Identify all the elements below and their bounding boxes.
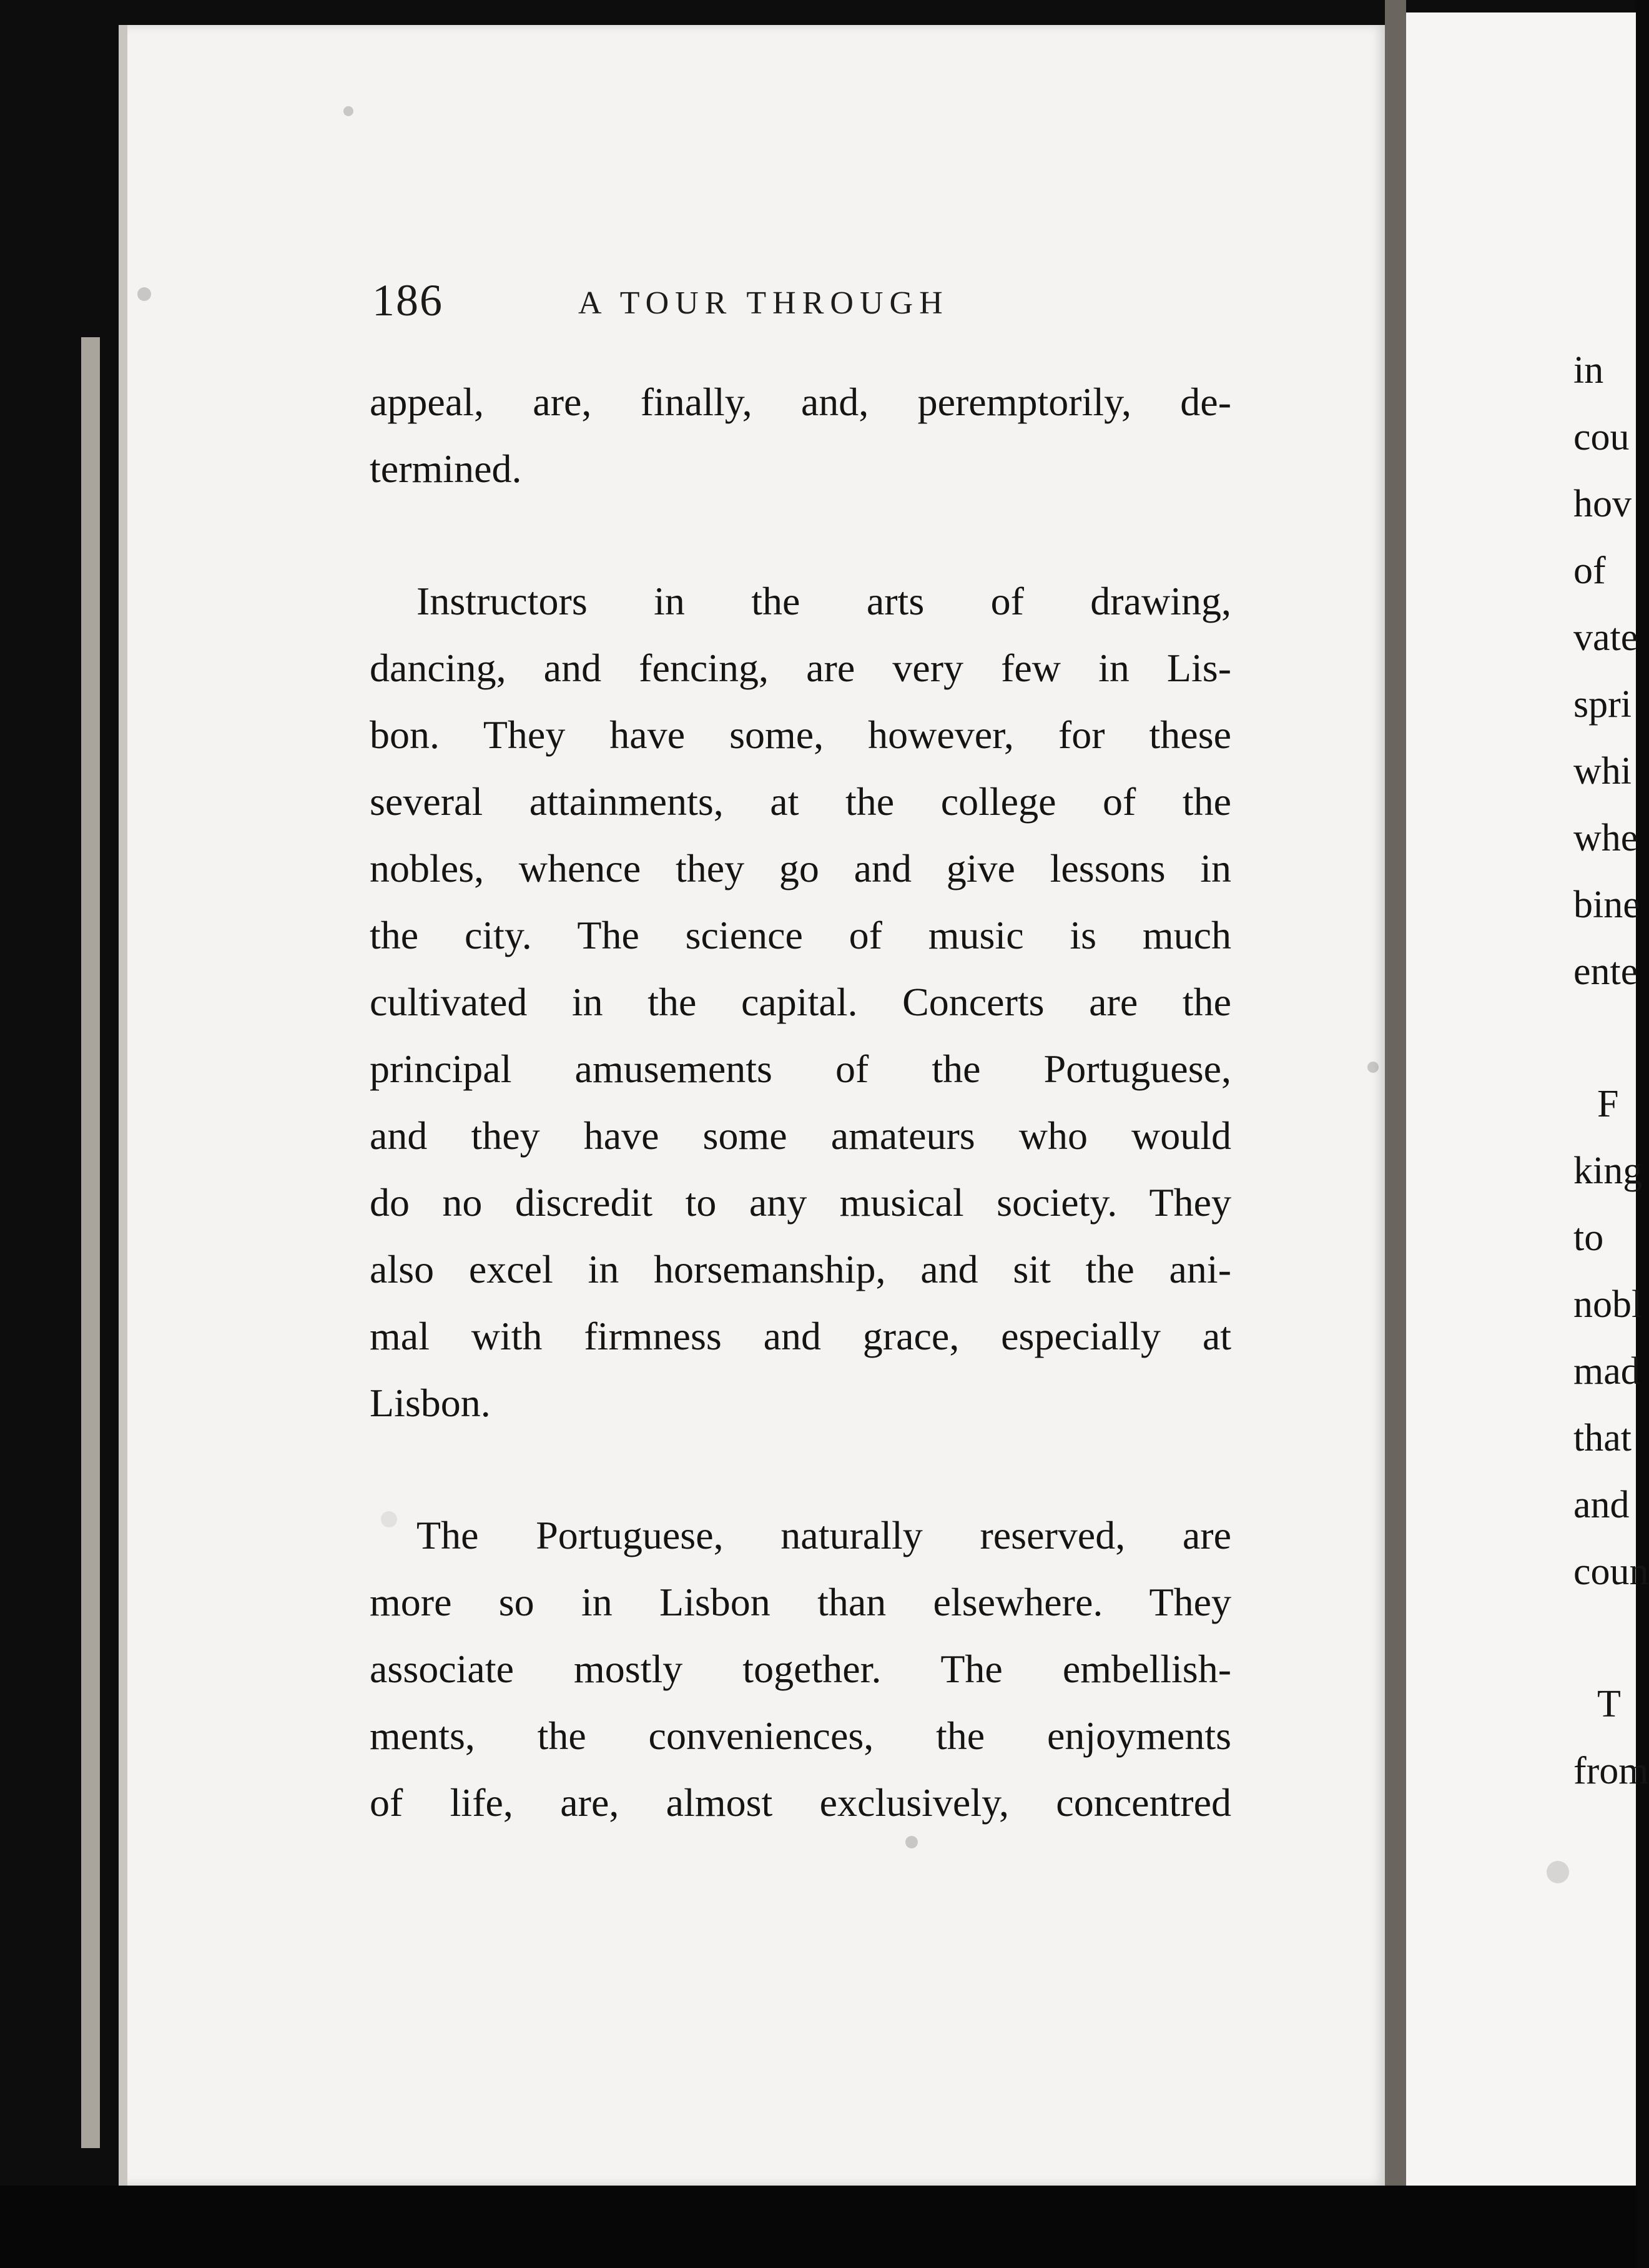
- text-line: appeal, are, finally, and, peremptorily, de-: [370, 380, 1231, 424]
- facing-line: in: [1573, 349, 1604, 392]
- paragraph: [370, 368, 1231, 502]
- running-title: A TOUR THROUGH: [578, 285, 949, 321]
- facing-line: that: [1573, 1417, 1632, 1459]
- facing-line: T: [1597, 1683, 1621, 1725]
- paper-speck: [1547, 1861, 1569, 1883]
- text-line: cultivated in the capital. Concerts are the: [370, 980, 1231, 1024]
- paper-speck: [1367, 1062, 1379, 1073]
- running-head: [372, 275, 1234, 337]
- text-line: Instructors in the arts of drawing,: [416, 579, 1231, 623]
- scan-border: [0, 2186, 1636, 2268]
- page-edge: [81, 337, 100, 2148]
- paragraph: [370, 1502, 1231, 1836]
- facing-line: ente: [1573, 950, 1638, 993]
- facing-line: coun: [1573, 1551, 1649, 1593]
- paper-speck: [137, 287, 151, 301]
- facing-line: bine: [1573, 884, 1640, 926]
- text-line: do no discredit to any musical society. They: [370, 1180, 1231, 1225]
- text-line: of life, are, almost exclusively, concentred: [370, 1780, 1231, 1825]
- text-line: more so in Lisbon than elsewhere. They: [370, 1580, 1231, 1624]
- paragraph-gap: [370, 1436, 1231, 1502]
- facing-line: mad: [1573, 1350, 1640, 1393]
- facing-page-text: [1573, 337, 1649, 1805]
- facing-line: nobl: [1573, 1283, 1643, 1326]
- text-line: nobles, whence they go and give lessons in: [370, 846, 1231, 890]
- body-text: [370, 368, 1231, 1836]
- facing-line: of: [1573, 550, 1606, 592]
- paragraph-gap: [1573, 1005, 1636, 1071]
- facing-line: from: [1573, 1750, 1649, 1792]
- text-line: also excel in horsemanship, and sit the ani-: [370, 1247, 1231, 1291]
- facing-line: hov: [1573, 483, 1632, 525]
- facing-line: whe: [1573, 817, 1638, 859]
- facing-line: and: [1573, 1484, 1630, 1526]
- facing-line: F: [1597, 1083, 1619, 1125]
- text-line: dancing, and fencing, are very few in Lis-: [370, 646, 1231, 690]
- text-line: principal amusements of the Portuguese,: [370, 1047, 1231, 1091]
- text-line: ments, the conveniences, the enjoyments: [370, 1713, 1231, 1758]
- text-line: bon. They have some, however, for these: [370, 712, 1231, 757]
- text-line: The Portuguese, naturally reserved, are: [416, 1513, 1231, 1557]
- paragraph-gap: [1573, 1605, 1636, 1671]
- paragraph: [370, 568, 1231, 1436]
- page-number: 186: [372, 275, 443, 325]
- text-line: Lisbon.: [370, 1381, 491, 1425]
- text-line: the city. The science of music is much: [370, 913, 1231, 957]
- facing-line: to: [1573, 1216, 1604, 1259]
- facing-line: cou: [1573, 416, 1630, 458]
- paper-speck: [905, 1836, 918, 1848]
- facing-line: king: [1573, 1150, 1643, 1192]
- facing-line: spri: [1573, 683, 1632, 726]
- text-line: associate mostly together. The embellish-: [370, 1647, 1231, 1691]
- paragraph-gap: [370, 502, 1231, 568]
- facing-line: vate: [1573, 616, 1638, 659]
- paper-speck: [343, 106, 353, 116]
- text-line: and they have some amateurs who would: [370, 1113, 1231, 1158]
- facing-line: whi: [1573, 750, 1632, 792]
- text-line: several attainments, at the college of the: [370, 779, 1231, 824]
- text-line: termined.: [370, 446, 522, 491]
- text-line: mal with firmness and grace, especially at: [370, 1314, 1231, 1358]
- book-gutter: [1385, 0, 1406, 2186]
